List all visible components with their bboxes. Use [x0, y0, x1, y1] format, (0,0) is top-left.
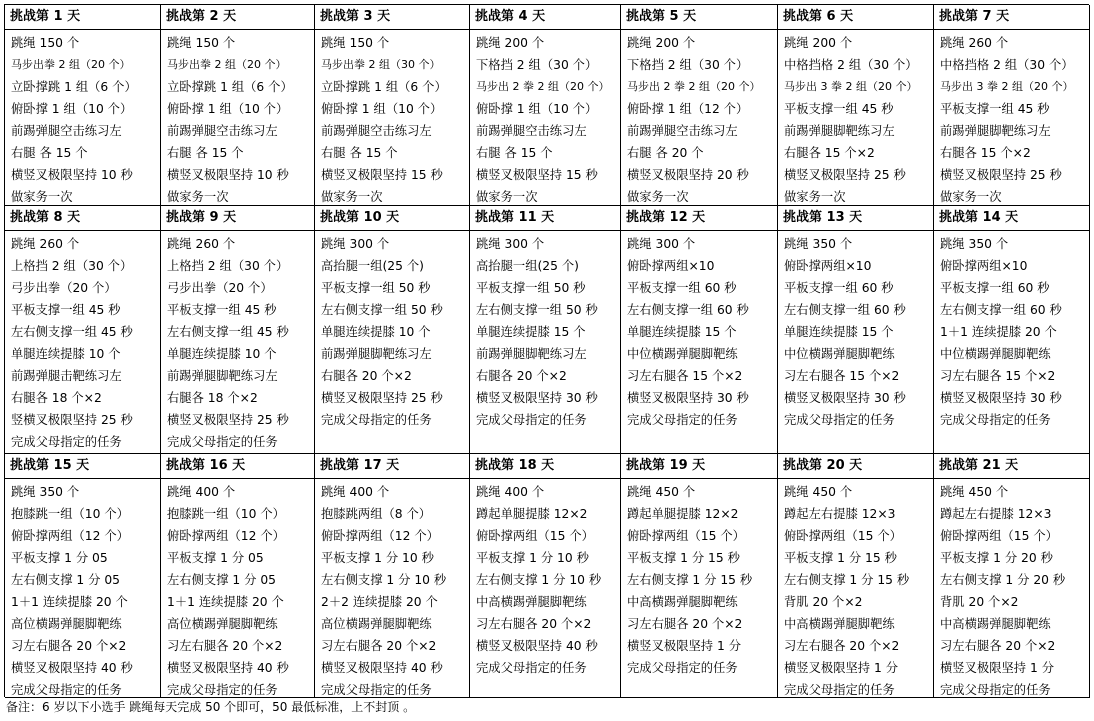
task-line: 马步出拳 2 组（20 个） — [167, 58, 287, 71]
task-line: 横竖叉极限坚持 25 秒 — [940, 168, 1062, 182]
day-header: 挑战第 6 天 — [778, 5, 934, 30]
day-tasks — [470, 479, 621, 698]
task-line: 俯卧撑两组（15 个） — [627, 529, 745, 543]
task-line: 左右侧支撑 1 分 10 秒 — [321, 573, 447, 587]
task-line: 前踢弹腿空击练习左 — [11, 124, 122, 138]
task-line: 横竖叉极限坚持 15 秒 — [476, 168, 598, 182]
task-line: 俯卧撑两组（15 个） — [940, 529, 1058, 543]
task-line: 跳绳 350 个 — [784, 237, 853, 251]
task-line: 完成父母指定的任务 — [476, 661, 587, 675]
task-line: 右腿各 15 个×2 — [940, 146, 1031, 160]
task-line: 习左右腿各 20 个×2 — [784, 639, 900, 653]
task-line: 跳绳 260 个 — [11, 237, 80, 251]
day-tasks — [778, 30, 934, 206]
task-line: 平板支撑 1 分 15 秒 — [784, 551, 897, 565]
day-tasks — [161, 231, 315, 454]
day-header: 挑战第 13 天 — [778, 206, 934, 231]
task-line: 平板支撑一组 45 秒 — [784, 102, 894, 116]
task-line: 中位横踢弹腿脚靶练 — [940, 347, 1051, 361]
task-line: 完成父母指定的任务 — [11, 683, 122, 697]
task-line: 横竖叉极限坚持 40 秒 — [321, 661, 443, 675]
task-line: 跳绳 350 个 — [11, 485, 80, 499]
task-line: 横竖叉极限坚持 40 秒 — [167, 661, 289, 675]
task-line: 完成父母指定的任务 — [627, 413, 738, 427]
task-line: 上格挡 2 组（30 个） — [167, 259, 289, 273]
task-line: 跳绳 150 个 — [167, 36, 236, 50]
task-line: 立卧撑跳 1 组（6 个） — [11, 80, 137, 94]
task-line: 中位横踢弹腿脚靶练 — [784, 347, 895, 361]
task-line: 完成父母指定的任务 — [940, 683, 1051, 697]
day-tasks — [621, 479, 778, 698]
task-line: 跳绳 450 个 — [627, 485, 696, 499]
day-tasks — [934, 231, 1090, 454]
task-line: 平板支撑 1 分 15 秒 — [627, 551, 740, 565]
task-line: 前踢弹腿击靶练习左 — [11, 369, 122, 383]
task-line: 平板支撑一组 60 秒 — [784, 281, 894, 295]
task-line: 做家务一次 — [940, 190, 1002, 204]
task-line: 做家务一次 — [321, 190, 383, 204]
task-line: 横竖叉极限坚持 40 秒 — [476, 639, 598, 653]
task-line: 横竖叉极限坚持 30 秒 — [476, 391, 598, 405]
task-line: 平板支撑 1 分 05 — [167, 551, 264, 565]
task-line: 中位横踢弹腿脚靶练 — [627, 347, 738, 361]
task-line: 蹲起单腿提膝 12×2 — [627, 507, 739, 521]
day-tasks — [621, 30, 778, 206]
task-line: 左右侧支撑一组 60 秒 — [784, 303, 906, 317]
task-line: 做家务一次 — [167, 190, 229, 204]
task-line: 俯卧撑两组×10 — [940, 259, 1028, 273]
task-line: 前踢弹腿空击练习左 — [627, 124, 738, 138]
task-line: 右腿 各 15 个 — [321, 146, 398, 160]
task-line: 单腿连续提膝 15 个 — [476, 325, 586, 339]
day-tasks — [161, 30, 315, 206]
task-line: 高位横踢弹腿脚靶练 — [167, 617, 278, 631]
task-line: 单腿连续提膝 10 个 — [11, 347, 121, 361]
day-tasks — [161, 479, 315, 698]
day-header: 挑战第 5 天 — [621, 5, 778, 30]
task-line: 习左右腿各 20 个×2 — [321, 639, 437, 653]
task-line: 俯卧撑 1 组（10 个） — [167, 102, 289, 116]
task-line: 完成父母指定的任务 — [940, 413, 1051, 427]
task-line: 俯卧撑两组（15 个） — [784, 529, 902, 543]
task-line: 完成父母指定的任务 — [321, 683, 432, 697]
task-line: 做家务一次 — [627, 190, 689, 204]
task-line: 右腿 各 15 个 — [476, 146, 553, 160]
task-line: 跳绳 200 个 — [627, 36, 696, 50]
day-header: 挑战第 12 天 — [621, 206, 778, 231]
task-line: 习左右腿各 20 个×2 — [940, 639, 1056, 653]
task-line: 习左右腿各 20 个×2 — [476, 617, 592, 631]
task-line: 完成父母指定的任务 — [167, 435, 278, 449]
challenge-table — [4, 4, 1089, 697]
task-line: 平板支撑一组 45 秒 — [940, 102, 1050, 116]
task-line: 横竖叉极限坚持 30 秒 — [784, 391, 906, 405]
day-header: 挑战第 9 天 — [161, 206, 315, 231]
task-line: 跳绳 400 个 — [167, 485, 236, 499]
day-tasks — [778, 479, 934, 698]
day-header: 挑战第 1 天 — [5, 5, 161, 30]
task-line: 跳绳 400 个 — [476, 485, 545, 499]
task-line: 前踢弹腿脚靶练习左 — [476, 347, 587, 361]
task-line: 马步出 3 拳 2 组（20 个） — [940, 80, 1074, 93]
task-line: 跳绳 200 个 — [784, 36, 853, 50]
task-line: 习左右腿各 20 个×2 — [167, 639, 283, 653]
day-header: 挑战第 19 天 — [621, 454, 778, 479]
day-header: 挑战第 16 天 — [161, 454, 315, 479]
task-line: 跳绳 300 个 — [476, 237, 545, 251]
task-line: 中高横踢弹腿脚靶练 — [940, 617, 1051, 631]
day-header: 挑战第 11 天 — [470, 206, 621, 231]
task-line: 平板支撑一组 60 秒 — [627, 281, 737, 295]
task-line: 横竖叉极限坚持 25 秒 — [784, 168, 906, 182]
task-line: 做家务一次 — [784, 190, 846, 204]
task-line: 1＋1 连续提膝 20 个 — [167, 595, 284, 609]
task-line: 抱膝跳两组（8 个） — [321, 507, 432, 521]
day-header: 挑战第 8 天 — [5, 206, 161, 231]
task-line: 下格挡 2 组（30 个） — [627, 58, 749, 72]
task-line: 跳绳 450 个 — [940, 485, 1009, 499]
task-line: 高抬腿一组(25 个) — [321, 259, 424, 273]
task-line: 中格挡格 2 组（30 个） — [784, 58, 918, 72]
task-line: 完成父母指定的任务 — [11, 435, 122, 449]
day-tasks — [315, 30, 470, 206]
task-line: 横竖叉极限坚持 40 秒 — [11, 661, 133, 675]
day-header: 挑战第 3 天 — [315, 5, 470, 30]
task-line: 前踢弹腿空击练习左 — [321, 124, 432, 138]
task-line: 前踢弹腿脚靶练习左 — [784, 124, 895, 138]
task-line: 跳绳 450 个 — [784, 485, 853, 499]
task-line: 右腿各 15 个×2 — [784, 146, 875, 160]
day-tasks — [621, 231, 778, 454]
task-line: 左右侧支撑一组 45 秒 — [11, 325, 133, 339]
task-line: 中高横踢弹腿脚靶练 — [476, 595, 587, 609]
task-line: 跳绳 300 个 — [627, 237, 696, 251]
day-header: 挑战第 15 天 — [5, 454, 161, 479]
day-header: 挑战第 20 天 — [778, 454, 934, 479]
task-line: 跳绳 260 个 — [940, 36, 1009, 50]
task-line: 俯卧撑两组×10 — [627, 259, 715, 273]
task-line: 右腿 各 15 个 — [11, 146, 88, 160]
day-tasks — [5, 479, 161, 698]
day-tasks — [5, 231, 161, 454]
task-line: 弓步出拳（20 个） — [167, 281, 273, 295]
task-line: 单腿连续提膝 10 个 — [167, 347, 277, 361]
task-line: 下格挡 2 组（30 个） — [476, 58, 598, 72]
task-line: 蹲起单腿提膝 12×2 — [476, 507, 588, 521]
day-header: 挑战第 18 天 — [470, 454, 621, 479]
day-header: 挑战第 2 天 — [161, 5, 315, 30]
task-line: 平板支撑 1 分 20 秒 — [940, 551, 1053, 565]
task-line: 马步出 3 拳 2 组（20 个） — [784, 80, 918, 93]
day-tasks — [470, 231, 621, 454]
task-line: 平板支撑一组 50 秒 — [476, 281, 586, 295]
task-line: 单腿连续提膝 15 个 — [627, 325, 737, 339]
day-header: 挑战第 7 天 — [934, 5, 1090, 30]
task-line: 横竖叉极限坚持 10 秒 — [11, 168, 133, 182]
task-line: 右腿 各 15 个 — [167, 146, 244, 160]
task-line: 左右侧支撑 1 分 05 — [167, 573, 276, 587]
task-line: 跳绳 300 个 — [321, 237, 390, 251]
day-tasks — [315, 479, 470, 698]
task-line: 左右侧支撑一组 60 秒 — [627, 303, 749, 317]
task-line: 俯卧撑两组（12 个） — [11, 529, 129, 543]
task-line: 前踢弹腿空击练习左 — [167, 124, 278, 138]
task-line: 立卧撑跳 1 组（6 个） — [321, 80, 447, 94]
task-line: 中格挡格 2 组（30 个） — [940, 58, 1074, 72]
task-line: 右腿各 18 个×2 — [11, 391, 102, 405]
task-line: 1＋1 连续提膝 20 个 — [940, 325, 1057, 339]
task-line: 习左右腿各 15 个×2 — [940, 369, 1056, 383]
task-line: 俯卧撑两组（15 个） — [476, 529, 594, 543]
task-line: 蹲起左右提膝 12×3 — [784, 507, 896, 521]
task-line: 单腿连续提膝 15 个 — [784, 325, 894, 339]
task-line: 左右侧支撑 1 分 05 — [11, 573, 120, 587]
task-line: 跳绳 150 个 — [321, 36, 390, 50]
task-line: 横竖叉极限坚持 1 分 — [940, 661, 1055, 675]
task-line: 前踢弹腿脚靶练习左 — [940, 124, 1051, 138]
task-line: 做家务一次 — [11, 190, 73, 204]
task-line: 高位横踢弹腿脚靶练 — [321, 617, 432, 631]
task-line: 俯卧撑两组（12 个） — [321, 529, 439, 543]
task-line: 抱膝跳一组（10 个） — [11, 507, 129, 521]
task-line: 2＋2 连续提膝 20 个 — [321, 595, 438, 609]
task-line: 右腿各 20 个×2 — [321, 369, 412, 383]
task-line: 习左右腿各 20 个×2 — [627, 617, 743, 631]
task-line: 跳绳 400 个 — [321, 485, 390, 499]
task-line: 中高横踢弹腿脚靶练 — [784, 617, 895, 631]
task-line: 马步出拳 2 组（30 个） — [321, 58, 441, 71]
task-line: 立卧撑跳 1 组（6 个） — [167, 80, 293, 94]
task-line: 习左右腿各 20 个×2 — [11, 639, 127, 653]
task-line: 习左右腿各 15 个×2 — [627, 369, 743, 383]
task-line: 右腿各 20 个×2 — [476, 369, 567, 383]
day-header: 挑战第 21 天 — [934, 454, 1090, 479]
task-line: 蹲起左右提膝 12×3 — [940, 507, 1052, 521]
task-line: 高位横踢弹腿脚靶练 — [11, 617, 122, 631]
task-line: 左右侧支撑 1 分 15 秒 — [784, 573, 910, 587]
task-line: 背肌 20 个×2 — [940, 595, 1019, 609]
day-tasks — [934, 479, 1090, 698]
task-line: 完成父母指定的任务 — [784, 413, 895, 427]
task-line: 完成父母指定的任务 — [627, 661, 738, 675]
day-header: 挑战第 4 天 — [470, 5, 621, 30]
task-line: 平板支撑 1 分 10 秒 — [321, 551, 434, 565]
day-tasks — [934, 30, 1090, 206]
task-line: 俯卧撑 1 组（10 个） — [11, 102, 133, 116]
task-line: 平板支撑一组 50 秒 — [321, 281, 431, 295]
task-line: 前踢弹腿脚靶练习左 — [321, 347, 432, 361]
task-line: 横竖叉极限坚持 25 秒 — [167, 413, 289, 427]
day-header: 挑战第 14 天 — [934, 206, 1090, 231]
task-line: 横竖叉极限坚持 15 秒 — [321, 168, 443, 182]
day-tasks — [5, 30, 161, 206]
task-line: 前踢弹腿空击练习左 — [476, 124, 587, 138]
task-line: 抱膝跳一组（10 个） — [167, 507, 285, 521]
task-line: 前踢弹腿脚靶练习左 — [167, 369, 278, 383]
task-line: 俯卧撑 1 组（12 个） — [627, 102, 749, 116]
task-line: 马步出 2 拳 2 组（20 个） — [627, 80, 761, 93]
task-line: 横竖叉极限坚持 30 秒 — [627, 391, 749, 405]
task-line: 跳绳 200 个 — [476, 36, 545, 50]
day-tasks — [315, 231, 470, 454]
task-line: 俯卧撑 1 组（10 个） — [321, 102, 443, 116]
day-tasks — [778, 231, 934, 454]
task-line: 平板支撑一组 60 秒 — [940, 281, 1050, 295]
task-line: 左右侧支撑一组 60 秒 — [940, 303, 1062, 317]
task-line: 背肌 20 个×2 — [784, 595, 863, 609]
task-line: 横竖叉极限坚持 10 秒 — [167, 168, 289, 182]
task-line: 俯卧撑两组×10 — [784, 259, 872, 273]
task-line: 横竖叉极限坚持 1 分 — [784, 661, 899, 675]
task-line: 完成父母指定的任务 — [784, 683, 895, 697]
task-line: 马步出 2 拳 2 组（20 个） — [476, 80, 610, 93]
task-line: 俯卧撑 1 组（10 个） — [476, 102, 598, 116]
task-line: 左右侧支撑一组 45 秒 — [167, 325, 289, 339]
task-line: 单腿连续提膝 10 个 — [321, 325, 431, 339]
task-line: 右腿各 18 个×2 — [167, 391, 258, 405]
task-line: 马步出拳 2 组（20 个） — [11, 58, 131, 71]
task-line: 竖横叉极限坚持 25 秒 — [11, 413, 133, 427]
task-line: 习左右腿各 15 个×2 — [784, 369, 900, 383]
task-line: 左右侧支撑 1 分 15 秒 — [627, 573, 753, 587]
task-line: 平板支撑 1 分 05 — [11, 551, 108, 565]
day-header: 挑战第 10 天 — [315, 206, 470, 231]
task-line: 俯卧撑两组（12 个） — [167, 529, 285, 543]
task-line: 左右侧支撑 1 分 10 秒 — [476, 573, 602, 587]
task-line: 上格挡 2 组（30 个） — [11, 259, 133, 273]
task-line: 横竖叉极限坚持 25 秒 — [321, 391, 443, 405]
task-line: 平板支撑一组 45 秒 — [167, 303, 277, 317]
task-line: 左右侧支撑 1 分 20 秒 — [940, 573, 1066, 587]
day-header: 挑战第 17 天 — [315, 454, 470, 479]
task-line: 中高横踢弹腿脚靶练 — [627, 595, 738, 609]
task-line: 完成父母指定的任务 — [167, 683, 278, 697]
task-line: 平板支撑 1 分 10 秒 — [476, 551, 589, 565]
task-line: 1＋1 连续提膝 20 个 — [11, 595, 128, 609]
task-line: 右腿 各 20 个 — [627, 146, 704, 160]
task-line: 左右侧支撑一组 50 秒 — [476, 303, 598, 317]
task-line: 高抬腿一组(25 个) — [476, 259, 579, 273]
task-line: 跳绳 150 个 — [11, 36, 80, 50]
day-tasks — [470, 30, 621, 206]
task-line: 完成父母指定的任务 — [476, 413, 587, 427]
task-line: 做家务一次 — [476, 190, 538, 204]
task-line: 横竖叉极限坚持 1 分 — [627, 639, 742, 653]
task-line: 跳绳 350 个 — [940, 237, 1009, 251]
task-line: 左右侧支撑一组 50 秒 — [321, 303, 443, 317]
task-line: 横竖叉极限坚持 30 秒 — [940, 391, 1062, 405]
footnote: 备注：6 岁以下小选手 跳绳每天完成 50 个即可，50 最低标准，上不封顶 。 — [6, 700, 416, 714]
task-line: 横竖叉极限坚持 20 秒 — [627, 168, 749, 182]
task-line: 完成父母指定的任务 — [321, 413, 432, 427]
task-line: 平板支撑一组 45 秒 — [11, 303, 121, 317]
task-line: 弓步出拳（20 个） — [11, 281, 117, 295]
task-line: 跳绳 260 个 — [167, 237, 236, 251]
